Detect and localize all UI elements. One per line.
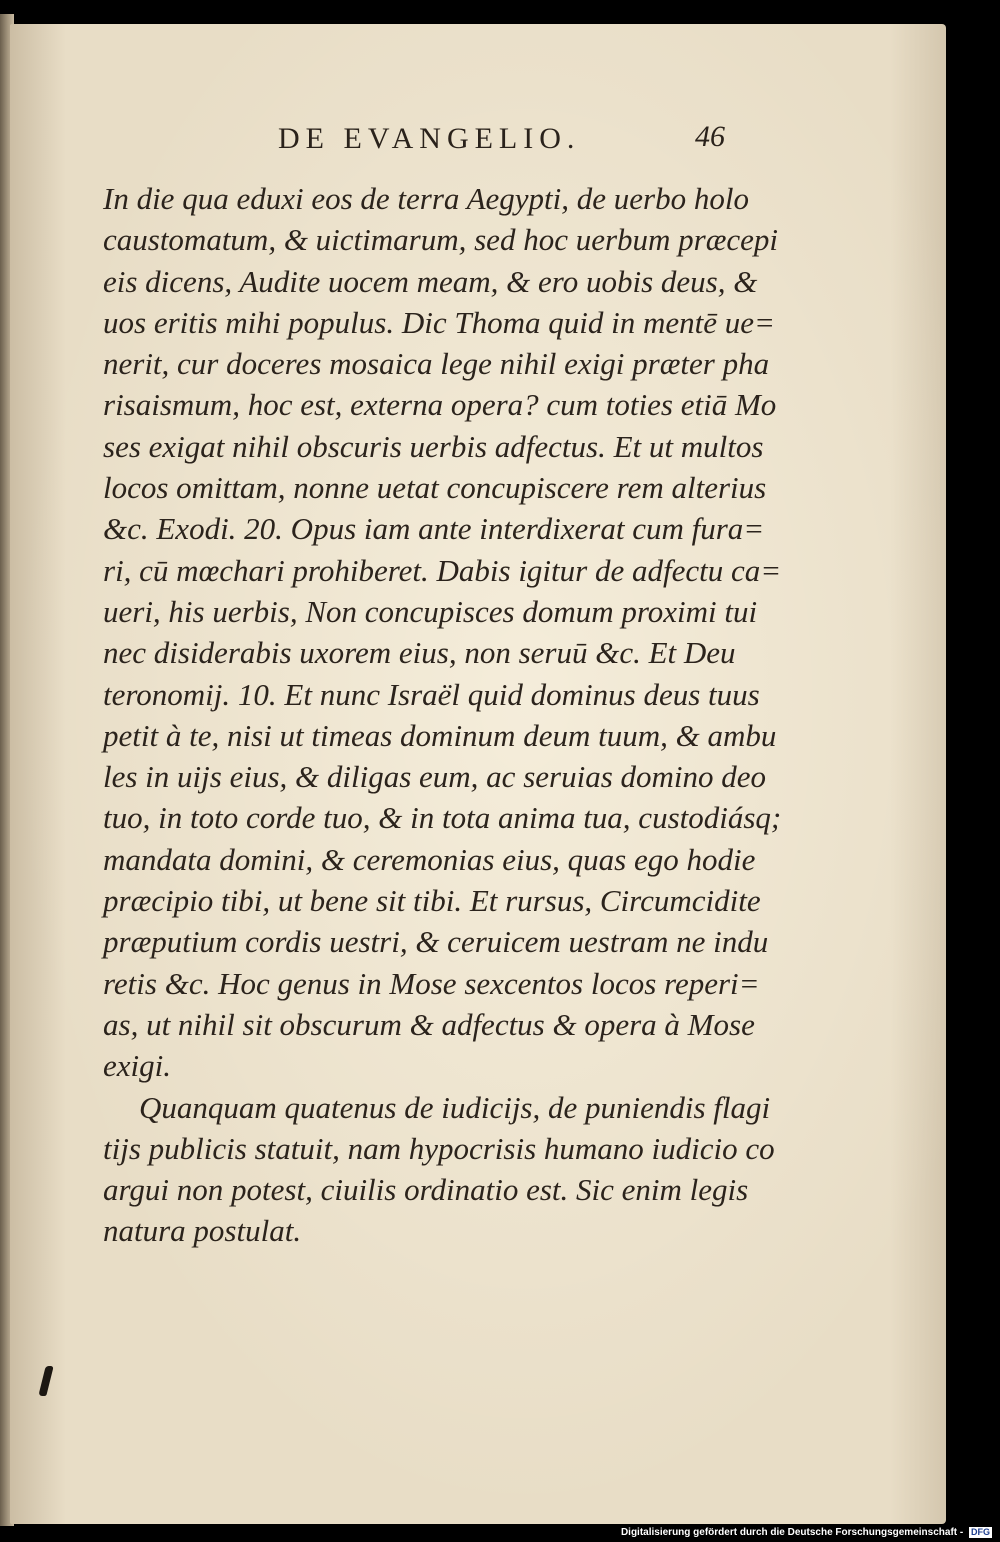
text-line: teronomij. 10. Et nunc Israël quid dominus deus tuus — [103, 676, 760, 712]
dfg-logo: DFG — [971, 1527, 990, 1537]
footer-credit — [621, 1527, 992, 1538]
body-text — [103, 178, 782, 1252]
folio-number: 46 — [695, 120, 725, 153]
text-line: mandata domini, & ceremonias eius, quas ego hodie — [103, 841, 756, 877]
text-line: nec disiderabis uxorem eius, non seruū &c. Et Deu — [103, 635, 736, 671]
text-line: tuo, in toto corde tuo, & in tota anima tua, custodiásq; — [103, 800, 782, 836]
text-line: &c. Exodi. 20. Opus iam ante interdixerat cum fura= — [103, 511, 765, 547]
text-line: ueri, his uerbis, Non concupisces domum proximi tui — [103, 593, 758, 629]
book-page — [10, 24, 946, 1524]
text-line: ses exigat nihil obscuris uerbis adfectus. Et ut multos — [103, 428, 764, 464]
text-line: tijs publicis statuit, nam hypocrisis humano iudicio co — [103, 1130, 775, 1166]
text-line: argui non potest, ciuilis ordinatio est. Sic enim legis — [103, 1172, 749, 1208]
text-line: Quanquam quatenus de iudicijs, de puniendis flagi — [139, 1089, 771, 1125]
text-line: exigi. — [103, 1048, 171, 1084]
text-line: uos eritis mihi populus. Dic Thoma quid in mentē ue= — [103, 304, 775, 340]
text-line: natura postulat. — [103, 1213, 302, 1249]
text-line: nerit, cur doceres mosaica lege nihil exigi præter pha — [103, 346, 770, 382]
text-line: locos omittam, nonne uetat concupiscere rem alterius — [103, 470, 767, 506]
paragraph-2 — [103, 1087, 775, 1252]
text-line: præputium cordis uestri, & ceruicem uestram ne indu — [103, 924, 769, 960]
margin-ink-mark — [38, 1366, 53, 1396]
text-line: ri, cū mœchari prohiberet. Dabis igitur de adfectu ca= — [103, 552, 782, 588]
text-line: præcipio tibi, ut bene sit tibi. Et rursus, Circumcidite — [103, 883, 761, 919]
paragraph-1 — [103, 178, 782, 1087]
footer-credit-text: Digitalisierung gefördert durch die Deutsche Forschungsgemeinschaft - — [620, 1527, 964, 1539]
text-line: In die qua eduxi eos de terra Aegypti, de uerbo holo — [103, 181, 749, 216]
text-line: caustomatum, & uictimarum, sed hoc uerbum præcepi — [103, 222, 779, 258]
text-line: petit à te, nisi ut timeas dominum deum tuum, & ambu — [103, 717, 777, 753]
text-line: eis dicens, Audite uocem meam, & ero uobis deus, & — [103, 263, 758, 299]
text-line: les in uijs eius, & diligas eum, ac seruias domino deo — [103, 759, 767, 795]
text-line: as, ut nihil sit obscurum & adfectus & opera à Mose — [103, 1006, 755, 1042]
running-head: DE EVANGELIO. — [278, 122, 581, 155]
text-line: risaismum, hoc est, externa opera? cum toties etiā Mo — [103, 387, 777, 423]
text-line: retis &c. Hoc genus in Mose sexcentos locos reperi= — [103, 965, 760, 1001]
